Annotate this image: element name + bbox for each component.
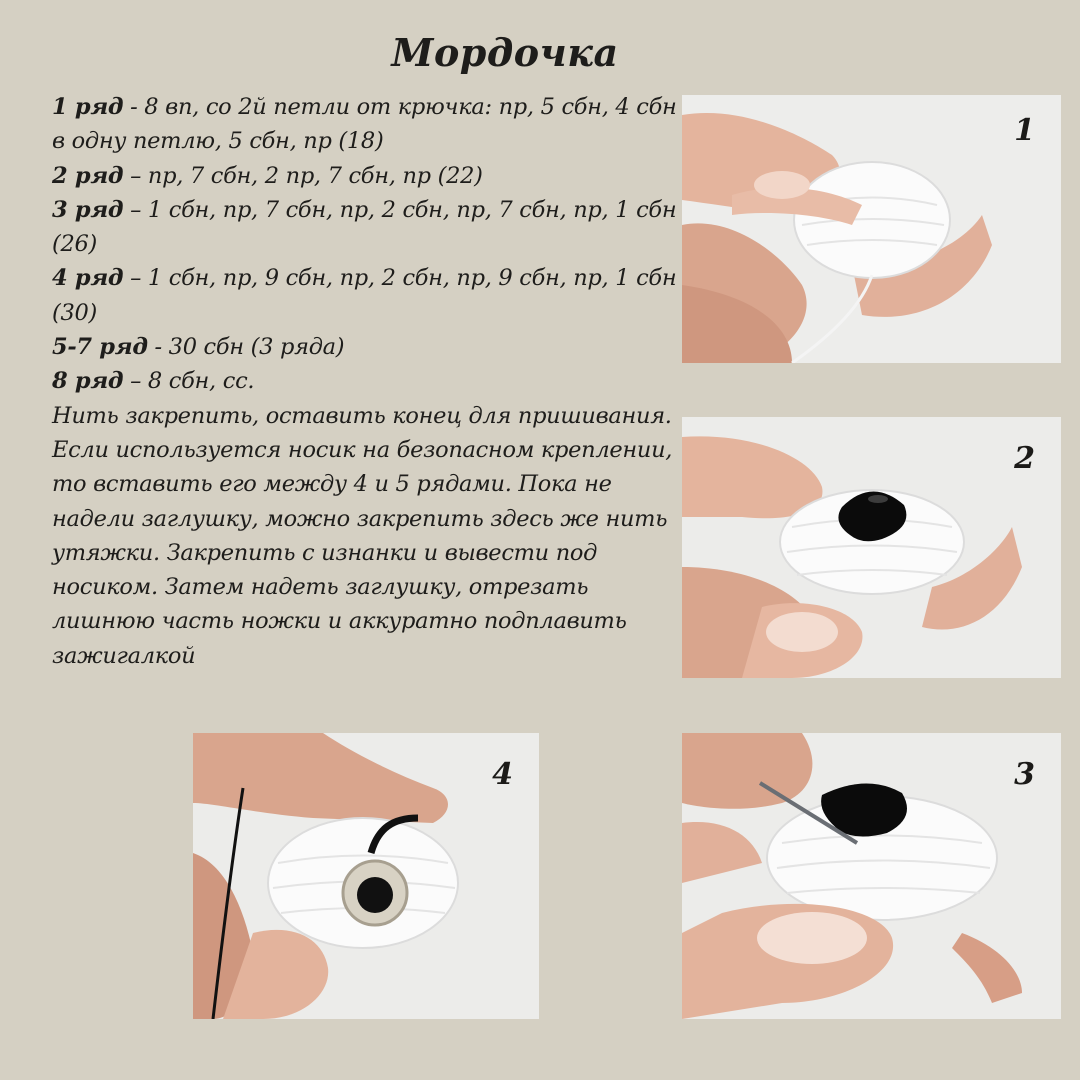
row-instructions: - 30 сбн (3 ряда) bbox=[147, 334, 345, 361]
row-instructions: – 8 сбн, сс. bbox=[123, 368, 255, 395]
crochet-nose-front-image bbox=[682, 417, 1061, 678]
row-instructions: – 1 сбн, пр, 7 сбн, пр, 2 сбн, пр, 7 сбн, пр, 1 сбн (26) bbox=[52, 196, 677, 258]
row-5-7 bbox=[52, 330, 692, 364]
row-instructions: – пр, 7 сбн, 2 пр, 7 сбн, пр (22) bbox=[123, 162, 483, 189]
row-label: 5-7 ряд bbox=[52, 334, 148, 361]
step-number: 1 bbox=[1014, 113, 1035, 148]
pattern-text bbox=[52, 90, 692, 673]
row-3 bbox=[52, 193, 692, 262]
step-photo-3 bbox=[682, 733, 1061, 1019]
page-title: Мордочка bbox=[391, 30, 619, 75]
row-instructions: - 8 вп, со 2й петли от крючка: пр, 5 сбн, 4 сбн в одну петлю, 5 сбн, пр (18) bbox=[52, 94, 677, 155]
row-8 bbox=[52, 364, 692, 398]
washer-back-image bbox=[193, 733, 539, 1019]
row-label: 2 ряд bbox=[52, 162, 124, 189]
row-1 bbox=[52, 90, 692, 159]
row-label: 8 ряд bbox=[52, 368, 124, 395]
row-instructions: – 1 сбн, пр, 9 сбн, пр, 2 сбн, пр, 9 сбн, пр, 1 сбн (30) bbox=[52, 265, 677, 326]
crochet-oval-image bbox=[682, 95, 1061, 363]
step-number: 2 bbox=[1014, 441, 1035, 476]
row-label: 1 ряд bbox=[52, 94, 124, 120]
step-number: 4 bbox=[492, 757, 513, 792]
row-4 bbox=[52, 261, 692, 330]
row-2 bbox=[52, 159, 692, 193]
row-label: 3 ряд bbox=[52, 196, 124, 223]
finishing-paragraph: Нить закрепить, оставить конец для пришивания. bbox=[52, 402, 672, 429]
step-photo-2 bbox=[682, 417, 1061, 678]
step-number: 3 bbox=[1014, 757, 1035, 792]
safety-nose-paragraph: Если используется носик на безопасном креплении, то вставить его между 4 и 5 рядами. Пока не надели заглушку, можно закрепить здесь же нить утяжки. Закрепить с изнанки и вывести под носиком. Затем надеть заглушку, отрезать лишнюю часть ножки и аккуратно подплавить зажигалкой bbox=[52, 436, 673, 669]
step-photo-4 bbox=[193, 733, 539, 1019]
needle-insertion-image bbox=[682, 733, 1061, 1019]
step-photo-1 bbox=[682, 95, 1061, 363]
row-label: 4 ряд bbox=[52, 265, 124, 292]
